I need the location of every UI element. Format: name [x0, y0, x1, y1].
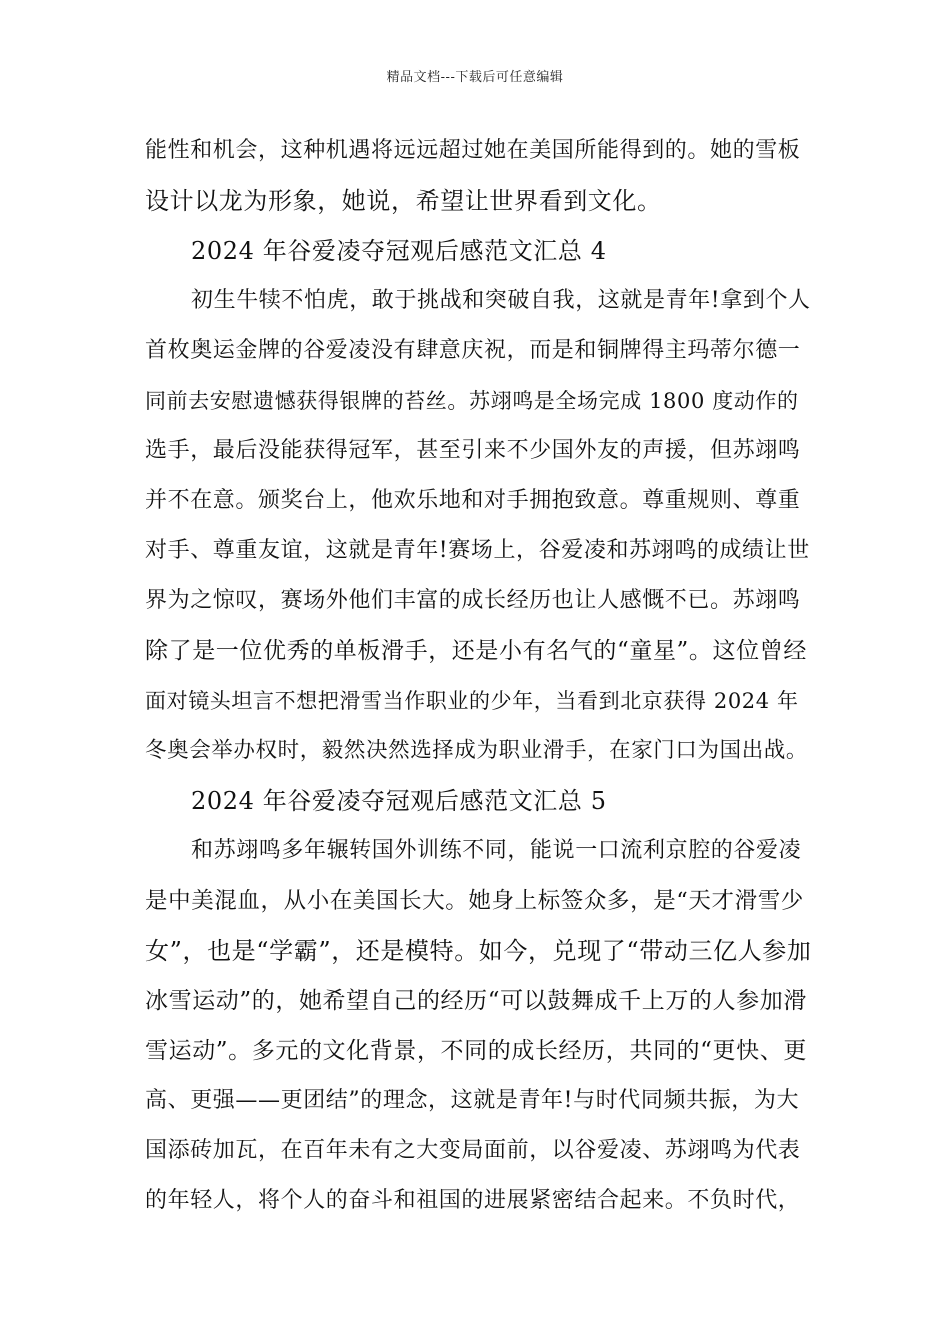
text-line: 和苏翊鸣多年辗转国外训练不同，能说一口流利京腔的谷爱凌	[191, 838, 802, 863]
text-line: 设计以龙为形象，她说，希望让世界看到文化。	[145, 187, 662, 215]
text-line: 是中美混血，从小在美国长大。她身上标签众多，是“天才滑雪少	[145, 888, 804, 914]
text-line: 对手、尊重友谊，这就是青年!赛场上，谷爱凌和苏翊鸣的成绩让世	[145, 538, 810, 563]
text-line: 并不在意。颁奖台上，他欢乐地和对手拥抱致意。尊重规则、尊重	[145, 488, 801, 513]
text-line: 雪运动”。多元的文化背景，不同的成长经历，共同的“更快、更	[145, 1038, 807, 1064]
text-line: 同前去安慰遗憾获得银牌的苔丝。苏翊鸣是全场完成 1800 度动作的	[145, 389, 799, 413]
text-line: 除了是一位优秀的单板滑手，还是小有名气的“童星”。这位曾经	[145, 638, 807, 664]
text-line: 面对镜头坦言不想把滑雪当作职业的少年，当看到北京获得 2024 年	[145, 689, 799, 713]
section-heading: 2024 年谷爱凌夺冠观后感范文汇总 5	[191, 787, 607, 815]
text-line: 能性和机会，这种机遇将远远超过她在美国所能得到的。她的雪板	[145, 138, 801, 163]
text-line: 初生牛犊不怕虎，敢于挑战和突破自我，这就是青年!拿到个人	[191, 288, 811, 313]
text-line: 高、更强——更团结”的理念，这就是青年!与时代同频共振，为大	[145, 1088, 800, 1113]
page-header: 精品文档---下载后可任意编辑	[386, 70, 564, 85]
document-body	[145, 126, 813, 1226]
text-line: 界为之惊叹，赛场外他们丰富的成长经历也让人感慨不已。苏翊鸣	[145, 588, 801, 613]
text-line: 选手，最后没能获得冠军，甚至引来不少国外友的声援，但苏翊鸣	[145, 438, 801, 463]
text-line: 冰雪运动”的，她希望自己的经历“可以鼓舞成千上万的人参加滑	[145, 988, 807, 1014]
text-line: 冬奥会举办权时，毅然决然选择成为职业滑手，在家门口为国出战。	[145, 738, 809, 763]
text-line: 国添砖加瓦，在百年未有之大变局面前，以谷爱凌、苏翊鸣为代表	[145, 1138, 801, 1163]
text-line: 的年轻人，将个人的奋斗和祖国的进展紧密结合起来。不负时代，	[145, 1188, 801, 1213]
text-line: 女”，也是“学霸”，还是模特。如今，兑现了“带动三亿人参加	[145, 937, 812, 965]
section-heading: 2024 年谷爱凌夺冠观后感范文汇总 4	[191, 237, 607, 265]
text-line: 首枚奥运金牌的谷爱凌没有肆意庆祝，而是和铜牌得主玛蒂尔德一	[145, 338, 801, 363]
